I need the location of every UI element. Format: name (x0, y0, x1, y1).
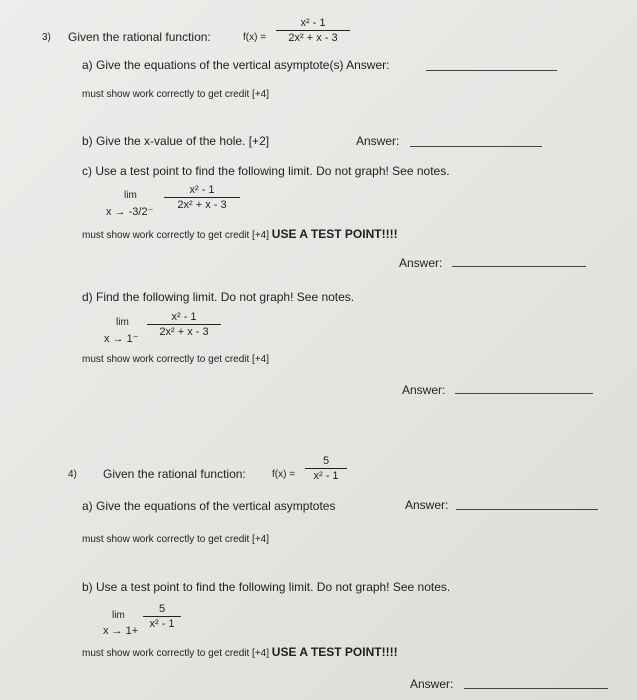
q3d-lim: lim (116, 317, 129, 328)
q4b-note-text: must show work correctly to get credit [+4] (82, 648, 270, 659)
q3-number: 3) (42, 32, 51, 43)
q4b-note (82, 645, 398, 659)
q4a-answer-blank[interactable] (456, 509, 598, 510)
q3a-answer-blank[interactable] (426, 70, 557, 71)
q3c-fraction (164, 184, 240, 211)
q3c-numerator: x² - 1 (164, 184, 240, 198)
q4b-approach: x → 1+ (103, 625, 139, 637)
q4-numerator: 5 (305, 455, 347, 469)
q3-fraction (276, 17, 350, 44)
q3d-numerator: x² - 1 (147, 311, 221, 325)
q4b-denominator: x² - 1 (149, 618, 175, 630)
q3c-lim: lim (124, 190, 137, 201)
q4-fraction (305, 455, 347, 482)
q4b-answer-blank[interactable] (464, 688, 608, 689)
q3c-answer-blank[interactable] (452, 266, 586, 267)
q4-denominator: x² - 1 (313, 470, 339, 482)
q3b-prompt: b) Give the x-value of the hole. [+2] (82, 134, 270, 148)
q3d-answer-blank[interactable] (455, 393, 593, 394)
q4b-numerator: 5 (143, 603, 181, 617)
q4b-answer-label: Answer: (410, 677, 454, 691)
q3c-note-emphasis: USE A TEST POINT!!!! (271, 227, 398, 241)
q3d-approach: x → 1⁻ (104, 333, 139, 345)
q4-intro: Given the rational function: (103, 467, 246, 481)
q4b-prompt: b) Use a test point to find the following limit. Do not graph! See notes. (82, 580, 451, 594)
q3c-approach: x → -3/2⁻ (106, 206, 154, 218)
q4a-note: must show work correctly to get credit [+4] (82, 534, 270, 545)
q3c-answer-label: Answer: (399, 256, 443, 270)
q3d-prompt: d) Find the following limit. Do not graph! See notes. (82, 290, 355, 304)
q4b-fraction (143, 603, 181, 630)
q3-fx: f(x) = (243, 32, 267, 43)
q3-numerator: x² - 1 (276, 17, 350, 31)
q4-fx: f(x) = (272, 469, 296, 480)
q4b-note-emphasis: USE A TEST POINT!!!! (271, 645, 398, 659)
q3b-answer-blank[interactable] (410, 146, 542, 147)
q3c-prompt: c) Use a test point to find the following limit. Do not graph! See notes. (82, 164, 450, 178)
q3a-note: must show work correctly to get credit [+4] (82, 89, 270, 100)
q3d-fraction (147, 311, 221, 338)
q3-intro: Given the rational function: (68, 30, 211, 44)
q3c-denominator: 2x² + x - 3 (177, 199, 227, 211)
q3b-answer-label: Answer: (356, 134, 400, 148)
q4-number: 4) (68, 469, 77, 480)
q3-denominator: 2x² + x - 3 (288, 32, 338, 44)
q4b-lim: lim (112, 610, 125, 621)
q3c-note (82, 227, 398, 241)
q4a-prompt: a) Give the equations of the vertical asymptotes (82, 499, 336, 513)
q3a-prompt: a) Give the equations of the vertical asymptote(s) Answer: (82, 58, 390, 72)
q3c-note-text: must show work correctly to get credit [+4] (82, 230, 270, 241)
q3d-denominator: 2x² + x - 3 (159, 326, 209, 338)
q4a-answer-label: Answer: (405, 498, 449, 512)
q3d-note: must show work correctly to get credit [+4] (82, 354, 270, 365)
q3d-answer-label: Answer: (402, 383, 446, 397)
